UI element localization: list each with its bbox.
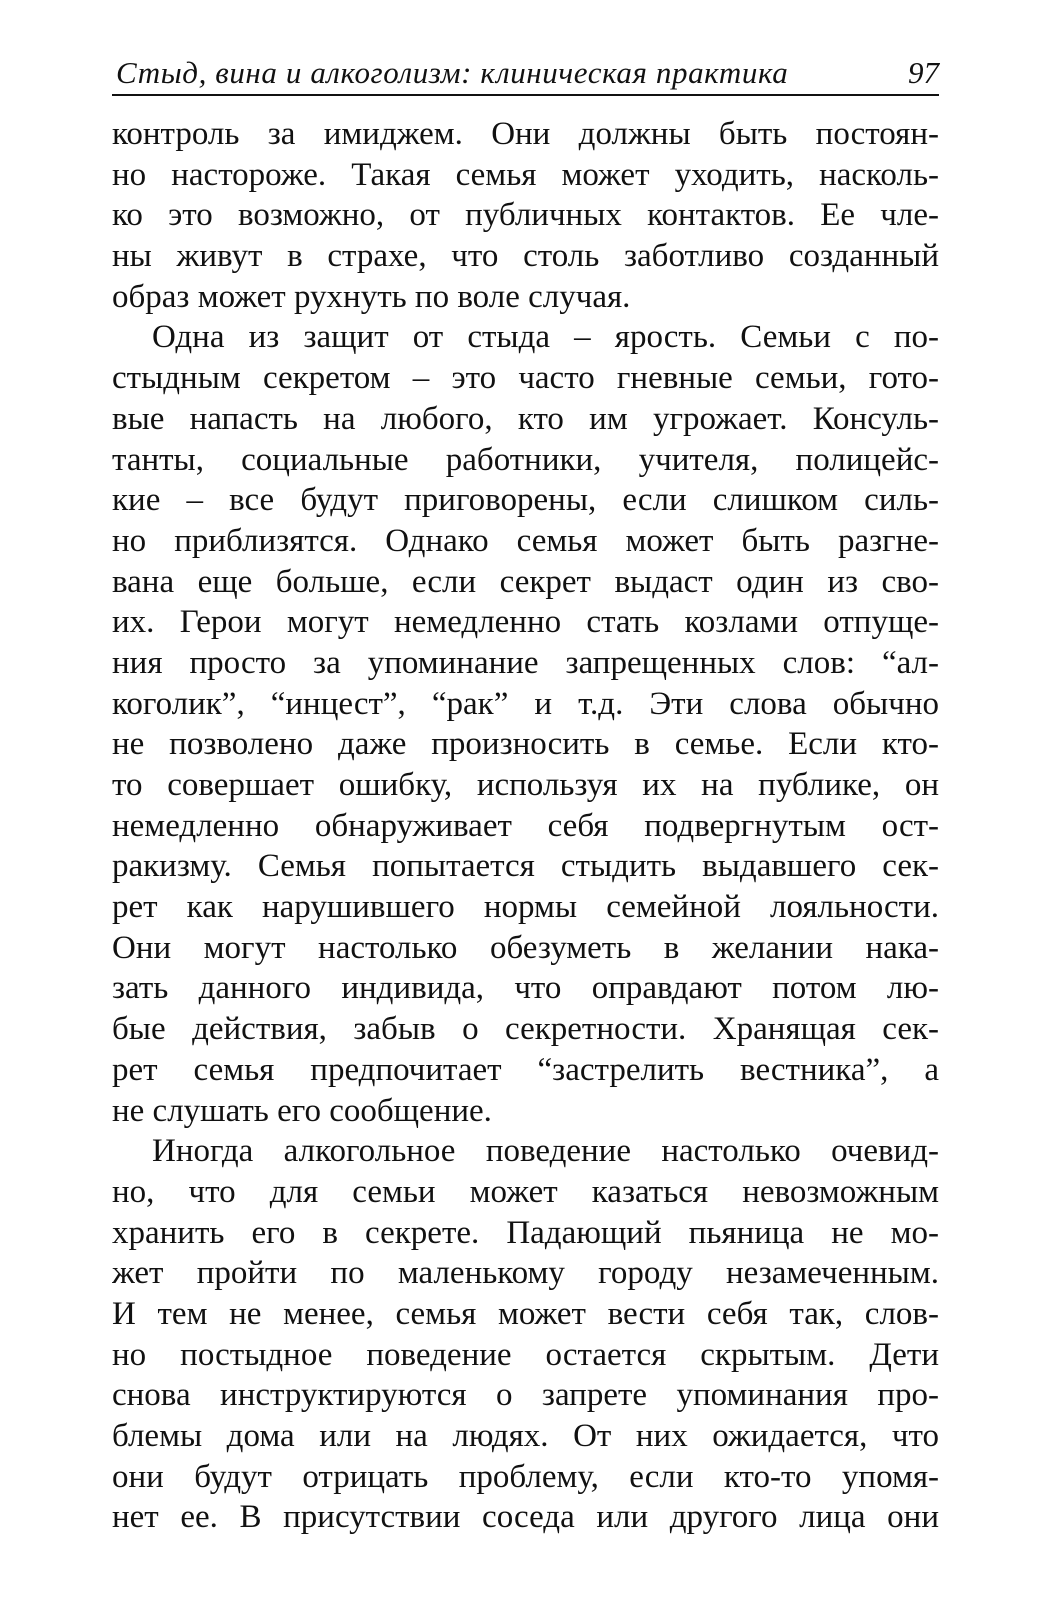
- page-number: 97: [908, 55, 939, 90]
- text-line: то совершает ошибку, используя их на публике, он: [112, 767, 939, 803]
- text-line: хранить его в секрете. Падающий пьяница не мо-: [112, 1214, 939, 1251]
- text-line: ко это возможно, от публичных контактов. Ее чле-: [112, 197, 939, 234]
- text-line: стыдным секретом – это часто гневные семьи, гото-: [112, 360, 939, 397]
- text-line: Они могут настолько обезуметь в желании нака-: [112, 929, 939, 966]
- text-line: бые действия, забыв о секретности. Хранящая сек-: [112, 1011, 939, 1048]
- text-line: танты, социальные работники, учителя, полицейс-: [112, 441, 939, 478]
- text-line: не слушать его сообщение.: [112, 1092, 492, 1129]
- text-line: но настороже. Такая семья может уходить, насколь-: [112, 156, 939, 193]
- text-line: нет ее. В присутствии соседа или другого лица они: [112, 1499, 939, 1536]
- text-line: ракизму. Семья попытается стыдить выдавшего сек-: [112, 848, 939, 885]
- text-line: но, что для семьи может казаться невозможным: [112, 1173, 939, 1210]
- running-header: [112, 52, 939, 96]
- paragraph-3: [112, 1131, 939, 1538]
- text-line: ния просто за упоминание запрещенных слов: “ал-: [112, 644, 939, 681]
- text-line: жет пройти по маленькому городу незамеченным.: [112, 1255, 939, 1292]
- text-line: но постыдное поведение остается скрытым. Дети: [112, 1336, 939, 1373]
- text-line: зать данного индивида, что оправдают потом лю-: [112, 970, 939, 1007]
- body-text: [112, 114, 939, 1538]
- text-line: немедленно обнаруживает себя подвергнутым ост-: [112, 807, 939, 844]
- text-line: вые напасть на любого, кто им угрожает. Консуль-: [112, 400, 939, 437]
- text-line: ны живут в страхе, что столь заботливо созданный: [112, 238, 939, 275]
- running-title: Стыд, вина и алкоголизм: клиническая практика: [116, 55, 789, 90]
- text-line: Иногда алкогольное поведение настолько очевид-: [152, 1133, 939, 1170]
- text-line: они будут отрицать проблему, если кто-то упомя-: [112, 1458, 939, 1495]
- text-line: рет семья предпочитает “застрелить вестника”, а: [112, 1051, 939, 1088]
- text-line: но приблизятся. Однако семья может быть разгне-: [112, 522, 939, 559]
- text-line: рет как нарушившего нормы семейной лояльности.: [112, 889, 939, 926]
- paragraph-2: [112, 317, 939, 1131]
- text-line: снова инструктируются о запрете упоминания про-: [112, 1377, 939, 1414]
- text-line: контроль за имиджем. Они должны быть постоян-: [112, 116, 939, 152]
- text-line: вана еще больше, если секрет выдаст один из сво-: [112, 563, 939, 600]
- text-line: образ может рухнуть по воле случая.: [112, 278, 631, 315]
- text-line: кие – все будут приговорены, если слишком силь-: [112, 482, 939, 519]
- text-line: И тем не менее, семья может вести себя так, слов-: [112, 1295, 939, 1332]
- text-line: блемы дома или на людях. От них ожидается, что: [112, 1418, 939, 1454]
- text-line: коголик”, “инцест”, “рак” и т.д. Эти слова обычно: [112, 685, 939, 722]
- text-line: не позволено даже произносить в семье. Если кто-: [112, 726, 939, 763]
- text-line: Одна из защит от стыда – ярость. Семьи с по-: [152, 319, 939, 356]
- paragraph-1: [112, 114, 939, 317]
- text-line: их. Герои могут немедленно стать козлами отпуще-: [112, 604, 939, 641]
